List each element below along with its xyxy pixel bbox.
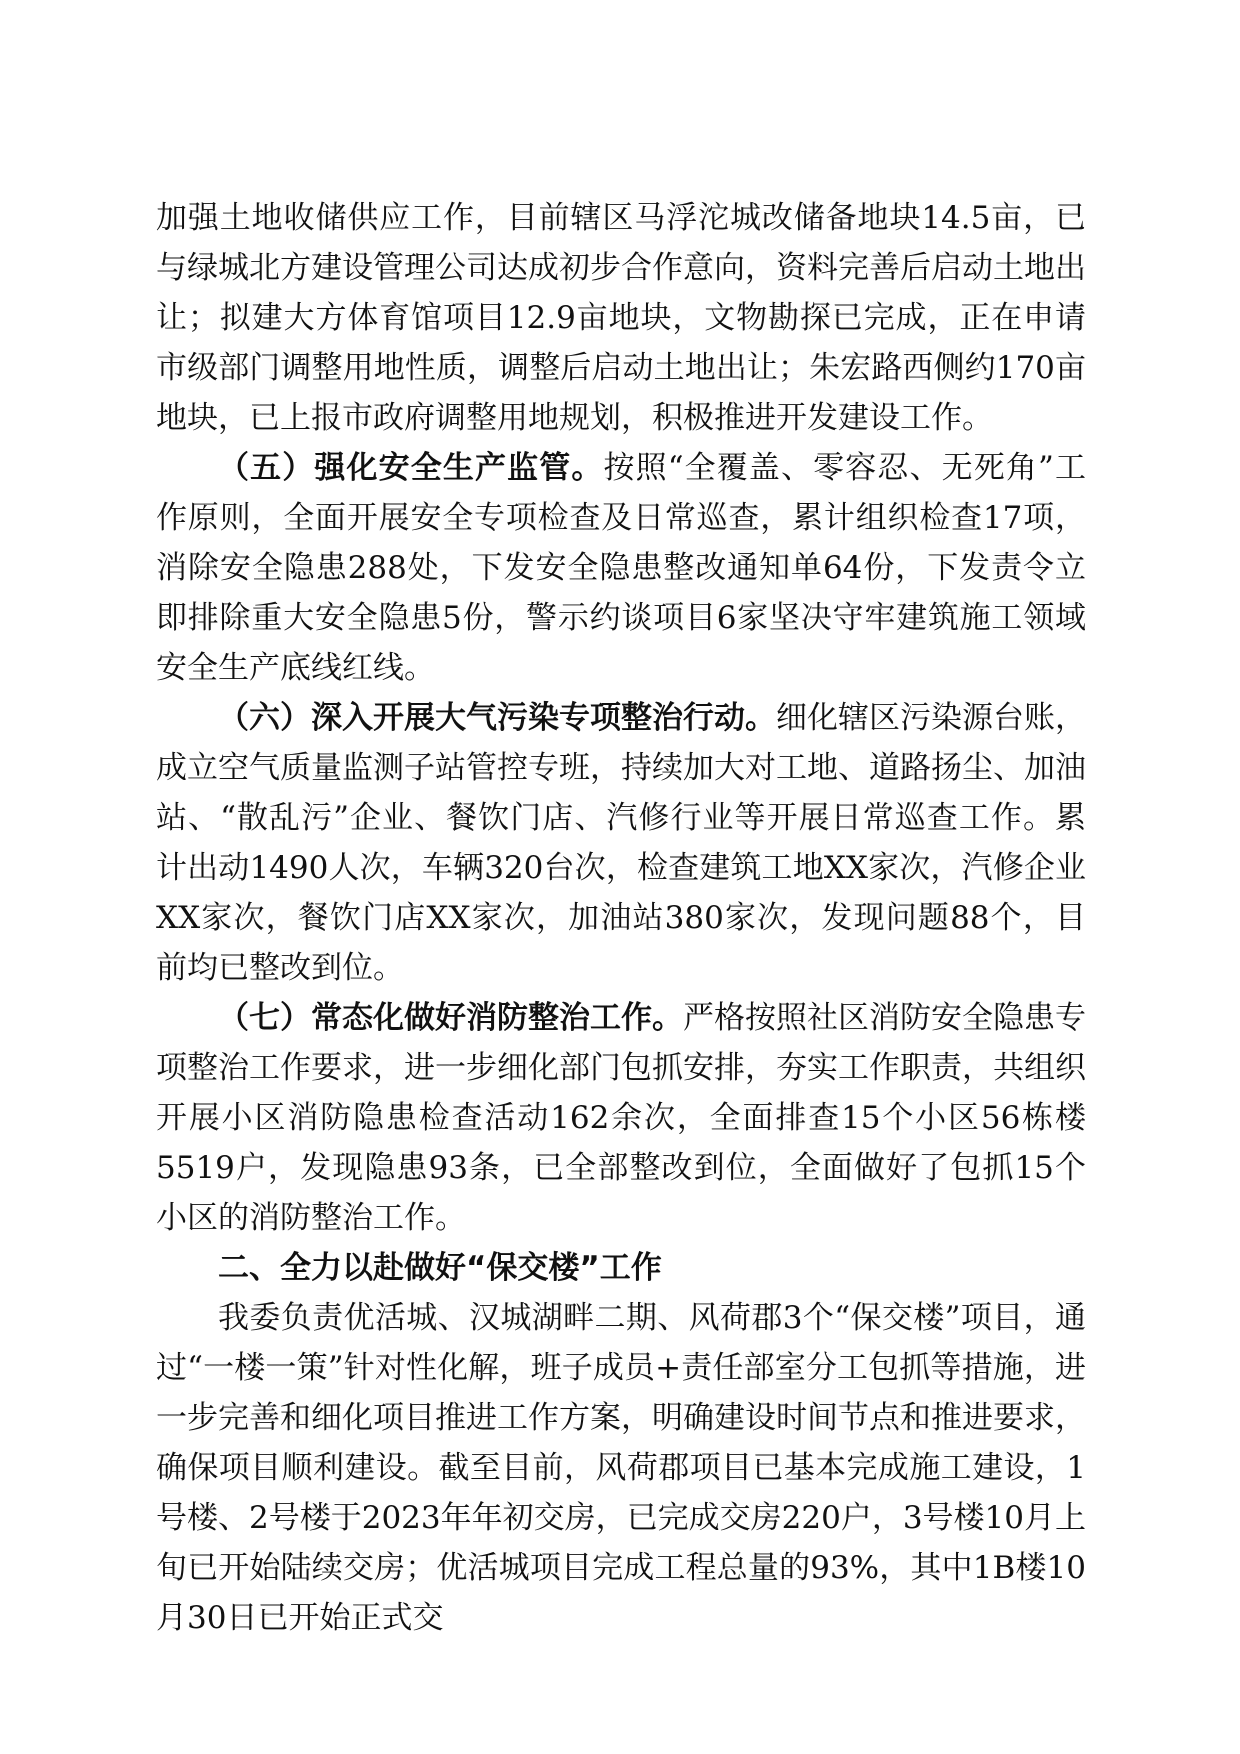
document-body [156, 193, 1086, 1643]
paragraph-fire-safety [156, 993, 1086, 1243]
paragraph-safety-supervision [156, 443, 1086, 693]
paragraph-lead: （七）常态化做好消防整治工作。 [218, 1000, 683, 1036]
paragraph-text: 按照“全覆盖、零容忍、无死角”工作原则，全面开展安全专项检查及日常巡查，累计组织检查17项，消除安全隐患288处，下发安全隐患整改通知单64份，下发责令立即排除重大安全隐患5份，警示约谈项目6家坚决守牢建筑施工领域安全生产底线红线。 [156, 450, 1086, 686]
paragraph-air-pollution [156, 693, 1086, 993]
paragraph-text: 加强土地收储供应工作，目前辖区马浮沱城改储备地块14.5亩，已与绿城北方建设管理公司达成初步合作意向，资料完善后启动土地出让；拟建大方体育馆项目12.9亩地块，文物勘探已完成，正在申请市级部门调整用地性质，调整后启动土地出让；朱宏路西侧约170亩地块，已上报市政府调整用地规划，积极推进开发建设工作。 [156, 200, 1086, 436]
paragraph-lead: （五）强化安全生产监管。 [218, 450, 604, 486]
paragraph-guarantee-delivery: 我委负责优活城、汉城湖畔二期、风荷郡3个“保交楼”项目，通过“一楼一策”针对性化解，班子成员+责任部室分工包抓等措施，进一步完善和细化项目推进工作方案，明确建设时间节点和推进要求，确保项目顺利建设。截至目前，风荷郡项目已基本完成施工建设，1号楼、2号楼于2023年年初交房，已完成交房220户，3号楼10月上旬已开始陆续交房；优活城项目完成工程总量的93%，其中1B楼10月30日已开始正式交 [156, 1300, 1086, 1636]
section-heading: 二、全力以赴做好“保交楼”工作 [218, 1250, 662, 1286]
paragraph-text: 严格按照社区消防安全隐患专项整治工作要求，进一步细化部门包抓安排，夯实工作职责，共组织开展小区消防隐患检查活动162余次，全面排查15个小区56栋楼5519户，发现隐患93条，已全部整改到位，全面做好了包抓15个小区的消防整治工作。 [156, 1000, 1086, 1236]
paragraph-lead: （六）深入开展大气污染专项整治行动。 [218, 700, 776, 736]
paragraph-text: 细化辖区污染源台账，成立空气质量监测子站管控专班，持续加大对工地、道路扬尘、加油站、“散乱污”企业、餐饮门店、汽修行业等开展日常巡查工作。累计出动1490人次，车辆320台次，检查建筑工地XX家次，汽修企业XX家次，餐饮门店XX家次，加油站380家次，发现问题88个，目前均已整改到位。 [156, 700, 1086, 986]
paragraph-land-supply [156, 193, 1086, 443]
